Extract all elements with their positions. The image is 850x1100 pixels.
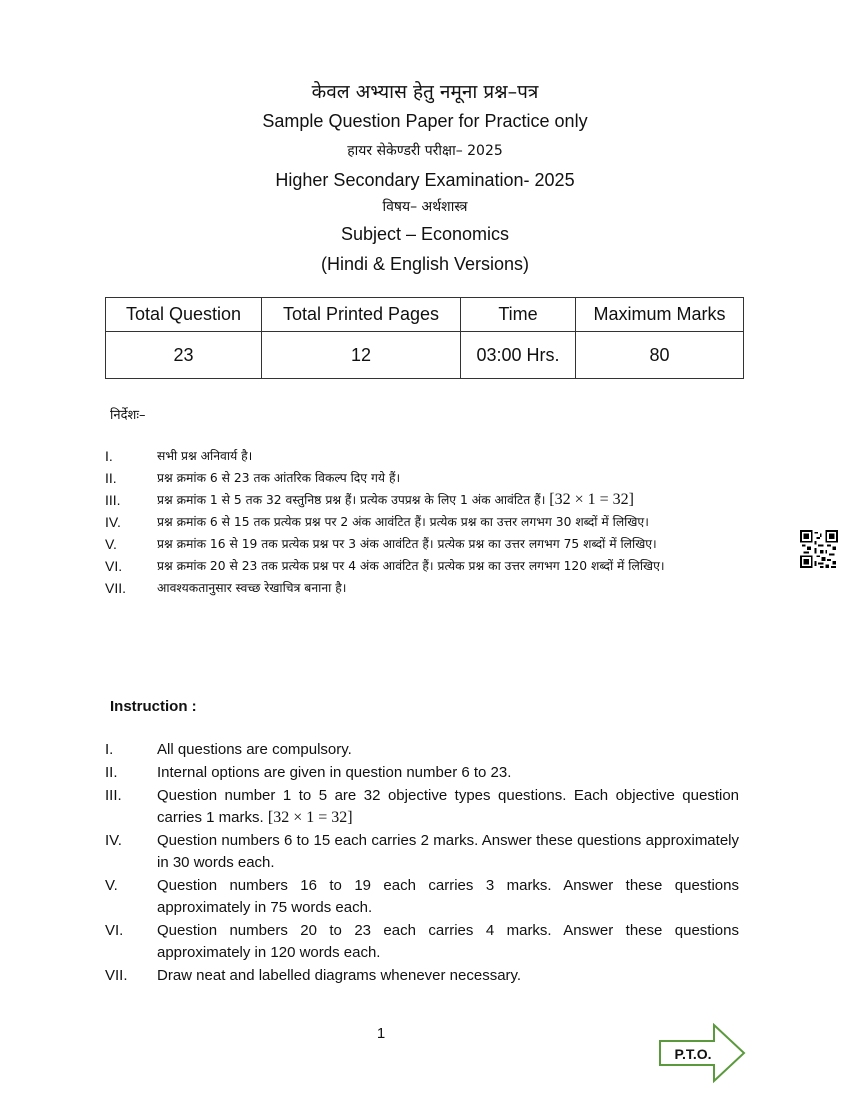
list-item <box>105 739 739 761</box>
list-item <box>105 965 739 987</box>
list-item <box>105 512 739 532</box>
versions-note: (Hindi & English Versions) <box>320 254 530 274</box>
value-total-pages: 12 <box>262 332 461 379</box>
marks-formula: [32 × 1 = 32] <box>267 809 353 826</box>
item-text: प्रश्न क्रमांक 16 से 19 तक प्रत्येक प्रश्न पर 3 अंक आवंटित हैं। प्रत्येक प्रश्न का उत्तर लगभग 75 शब्दों में लिखिए। <box>157 537 657 551</box>
list-item <box>105 875 739 919</box>
subject-english: Subject – Economics <box>340 224 510 244</box>
item-number: I. <box>105 448 113 464</box>
value-time: 03:00 Hrs. <box>461 332 576 379</box>
item-number: VII. <box>105 580 127 596</box>
hindi-instruction-list <box>105 446 739 600</box>
list-item <box>105 920 739 964</box>
item-text: All questions are compulsory. <box>157 741 352 758</box>
table-header-row <box>106 298 744 332</box>
title-english: Sample Question Paper for Practice only <box>262 111 588 131</box>
item-text: सभी प्रश्न अनिवार्य है। <box>157 449 253 463</box>
marks-formula: [32 × 1 = 32] <box>549 491 634 508</box>
header-max-marks: Maximum Marks <box>576 298 744 332</box>
title-hindi: केवल अभ्यास हेतु नमूना प्रश्न–पत्र <box>311 81 539 103</box>
list-item <box>105 556 739 576</box>
page-number: 1 <box>376 1025 386 1042</box>
list-item <box>105 830 739 874</box>
list-item <box>105 578 739 598</box>
item-text: आवश्यकतानुसार स्वच्छ रेखाचित्र बनाना है। <box>157 581 347 595</box>
list-item <box>105 446 739 466</box>
english-instruction-list <box>105 739 739 988</box>
qr-code-icon <box>800 530 838 568</box>
list-item <box>105 468 739 488</box>
item-number: VII. <box>105 967 128 984</box>
item-text: Question number 1 to 5 are 32 objective types questions. Each objective question carries 1 marks. <box>157 787 739 826</box>
item-number: VI. <box>105 922 124 939</box>
item-number: III. <box>105 787 122 804</box>
header-time: Time <box>461 298 576 332</box>
item-text: Internal options are given in question number 6 to 23. <box>157 764 512 781</box>
exam-info-table <box>105 297 744 379</box>
exam-english: Higher Secondary Examination- 2025 <box>275 170 575 190</box>
item-text: Question numbers 16 to 19 each carries 3 marks. Answer these questions approximately in 75 words each. <box>157 877 739 916</box>
pto-label: P.T.O. <box>674 1046 712 1062</box>
subject-hindi: विषय– अर्थशास्त्र <box>382 199 468 215</box>
item-number: II. <box>105 470 117 486</box>
item-number: I. <box>105 741 114 758</box>
item-text: प्रश्न क्रमांक 6 से 15 तक प्रत्येक प्रश्न पर 2 अंक आवंटित हैं। प्रत्येक प्रश्न का उत्तर लगभग 30 शब्दों में लिखिए। <box>157 515 649 529</box>
item-number: II. <box>105 764 118 781</box>
header-total-pages: Total Printed Pages <box>262 298 461 332</box>
list-item <box>105 534 739 554</box>
header-total-question: Total Question <box>106 298 262 332</box>
item-number: V. <box>105 877 118 894</box>
item-text: Question numbers 20 to 23 each carries 4 marks. Answer these questions approximately in 120 words each. <box>157 922 739 961</box>
value-max-marks: 80 <box>576 332 744 379</box>
list-item <box>105 785 739 829</box>
item-number: VI. <box>105 558 123 574</box>
item-text: प्रश्न क्रमांक 1 से 5 तक 32 वस्तुनिष्ठ प्रश्न हैं। प्रत्येक उपप्रश्न के लिए 1 अंक आवंटित हैं। <box>157 493 546 507</box>
item-number: IV. <box>105 832 122 849</box>
list-item <box>105 490 739 510</box>
english-instructions-heading: Instruction : <box>110 698 197 715</box>
item-number: III. <box>105 492 121 508</box>
item-text: Draw neat and labelled diagrams whenever necessary. <box>157 967 522 984</box>
value-total-question: 23 <box>106 332 262 379</box>
item-number: IV. <box>105 514 121 530</box>
hindi-instructions-heading: निर्देशः– <box>110 408 146 423</box>
item-number: V. <box>105 536 117 552</box>
exam-hindi: हायर सेकेण्डरी परीक्षा– 2025 <box>347 143 503 159</box>
item-text: प्रश्न क्रमांक 6 से 23 तक आंतरिक विकल्प दिए गये हैं। <box>157 471 401 485</box>
item-text: प्रश्न क्रमांक 20 से 23 तक प्रत्येक प्रश्न पर 4 अंक आवंटित हैं। प्रत्येक प्रश्न का उत्तर लगभग 120 शब्दों में लिखिए। <box>157 559 665 573</box>
table-value-row <box>106 332 744 379</box>
item-text: Question numbers 6 to 15 each carries 2 marks. Answer these questions approximately in 30 words each. <box>157 832 739 871</box>
list-item <box>105 762 739 784</box>
